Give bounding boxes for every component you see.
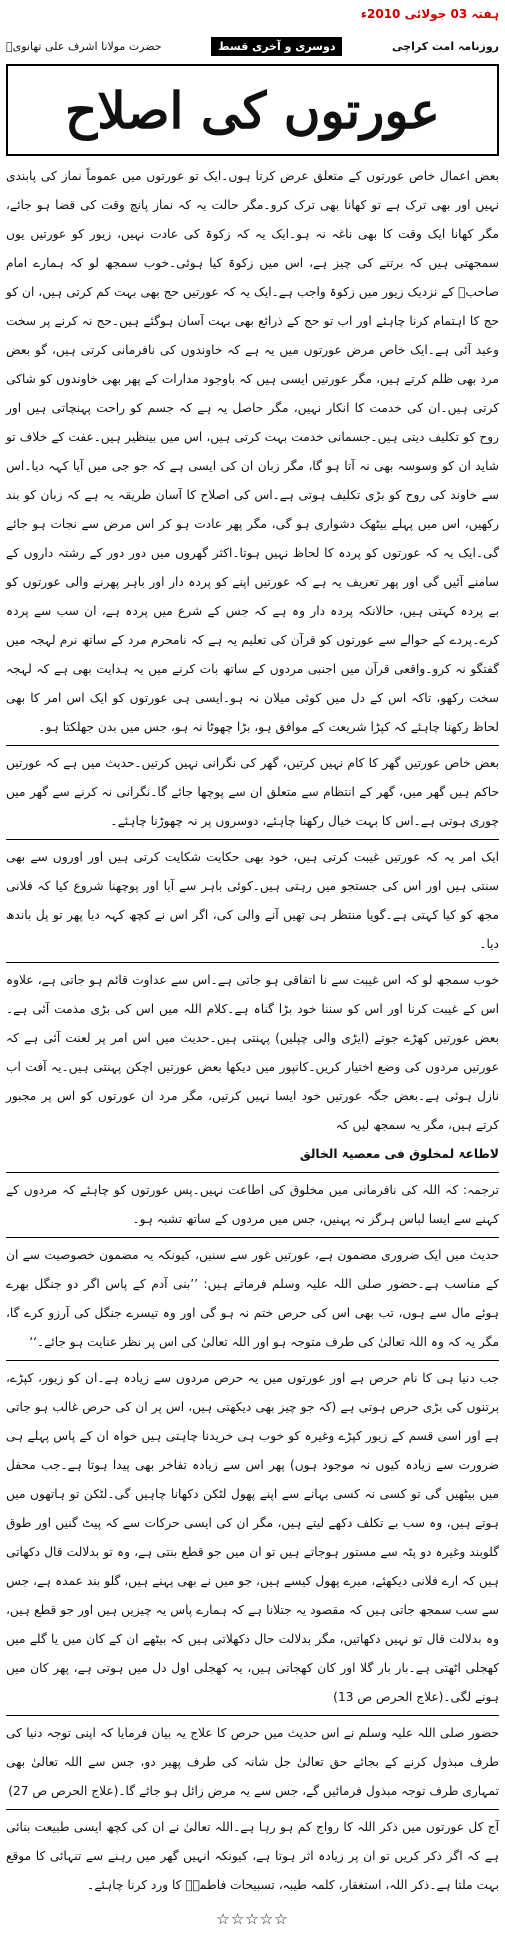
paragraph-translation: ترجمہ: کہ اللہ کی نافرمانی میں مخلوق کی اطاعت نہیں۔پس عورتوں کو چاہئے کہ مردوں کے کہنے سے ایسا لباس ہرگز نہ پہنیں، جس میں مردوں کے ساتھ تشبہ ہو۔ — [6, 1183, 499, 1226]
divider-rule — [6, 839, 499, 840]
article-body — [6, 162, 499, 1934]
divider-rule — [6, 962, 499, 963]
end-stars: ☆☆☆☆☆ — [216, 1910, 289, 1928]
divider-rule — [6, 1237, 499, 1238]
divider-rule — [6, 1172, 499, 1173]
newspaper-name: روزنامہ امت کراچی — [392, 39, 499, 53]
divider-rule — [6, 1809, 499, 1810]
divider-rule — [6, 1360, 499, 1361]
paragraph-hadith: حدیث میں ایک ضروری مضمون ہے، عورتیں غور سے سنیں، کیونکہ یہ مضمون خصوصیت سے ان کے مناسب ہے۔حضور صلی اللہ علیہ وسلم فرماتے ہیں: ’’بنی آدم کے پاس اگر دو جنگل بھرے ہوئے مال سے ہوں، تب بھی اس کی حرص ختم نہ ہو گی اور وہ تیسرے جنگل کی آرزو کرے گا، مگر یہ کہ وہ اللہ تعالیٰ کی طرف متوجہ ہو اور اللہ تعالیٰ کی اس پر نظر عنایت ہو جائے۔‘‘ — [6, 1248, 499, 1349]
arabic-quote: لاطاعۃ لمخلوق فی معصیۃ الخالق — [299, 1147, 499, 1161]
paragraph-remedy: حضور صلی اللہ علیہ وسلم نے اس حدیث میں حرص کا علاج یہ بیان فرمایا کہ اپنی توجہ دنیا کی طرف مبذول کرنے کے بجائے حق تعالیٰ جل شانہ کی طرف پھیر دو، جس سے اللہ تعالیٰ بھی تمہاری طرف توجہ مبذول فرمائیں گے، جس سے یہ مرض زائل ہو جائے گا۔(علاج الحرص ص 27) — [6, 1726, 499, 1798]
paragraph-zikr: آج کل عورتوں میں ذکر اللہ کا رواج کم ہو رہا ہے۔اللہ تعالیٰ نے ان کی کچھ ایسی طبیعت بنائی ہے کہ اگر ذکر کریں تو ان پر زیادہ اثر ہوتا ہے، کیونکہ انہیں گھر میں رہنے سے تنہائی کا موقع بہت ملتا ہے۔ذکر اللہ، استغفار، کلمہ طیبہ، تسبیحات فاطمہؓ کا ورد کرنا چاہئے۔ — [6, 1820, 499, 1892]
divider-rule — [6, 1715, 499, 1716]
top-bar — [6, 0, 499, 28]
meta-row — [6, 28, 499, 64]
paragraph-1: بعض اعمال خاص عورتوں کے متعلق عرض کرتا ہوں۔ایک تو عورتوں میں عموماً نماز کی پابندی نہیں اور بھی ترک ہے تو کھانا بھی ترک کرو۔مگر حالت یہ کہ نماز پانچ وقت کی قضا ہو جائے، مگر کھانا ایک وقت کا بھی ناغہ نہ ہو۔ایک یہ کہ زکوۃ کی عادت نہیں، زیور کو عورتیں یوں سمجھتی ہیں کہ برتنے کی چیز ہے، اس میں زکوۃ کیا ہوئی۔خوب سمجھ لو کہ ہمارے امام صاحبؒ کے نزدیک زیور میں زکوۃ واجب ہے۔ایک یہ کہ عورتیں حج بھی بہت کم کرتی ہیں، ان کو حج کا اہتمام کرنا چاہئے اور اب تو حج کے ذرائع بھی بہت آسان ہوگئے ہیں۔حج نہ کرنے پر سخت وعید آئی ہے۔ایک خاص مرض عورتوں میں یہ ہے کہ خاوندوں کی نافرمانی کرتی ہیں، گو بعض مرد بھی ظلم کرتے ہیں، مگر عورتیں ایسی ہیں کہ باوجود مدارات کے پھر بھی خاوندوں کو شاکی کرتی ہیں۔ان کی خدمت کا انکار نہیں، مگر حاصل یہ ہے کہ جسم کو راحت پہنچاتی ہیں اور روح کو تکلیف دیتی ہیں۔جسمانی خدمت بہت کرتی ہیں، اس میں بینظیر ہیں۔عفت کے خلاف تو شاید ان کو وسوسہ بھی نہ آتا ہو گا، مگر زبان ان کی ایسی ہے کہ جو جی میں آیا کہہ دیا۔اس سے خاوند کی روح کو بڑی تکلیف ہوتی ہے۔اس کی اصلاح کا آسان طریقہ یہ ہے کہ زبان کو بند رکھیں، اس میں پہلے بیٹھک دشواری ہو گی، مگر پھر عادت ہو کر اس مرض سے نجات ہو جائے گی۔ایک یہ کہ عورتوں کو پردہ کا لحاظ نہیں ہوتا۔اکثر گھروں میں دور دور کے رشتہ داروں کے سامنے آئیں گی اور پھر تعریف یہ ہے کہ عورتیں اپنے کو پردہ دار اور باہر پھرنے والی عورتوں کو بے پردہ کہتی ہیں، حالانکہ پردہ دار وہ ہے کہ جس کے شرع میں پردہ ہے، ان سب سے پردہ کرے۔پردے کے حوالے سے عورتوں کو قرآن کی تعلیم یہ ہے کہ نامحرم مرد کے ساتھ نرم لہجہ میں گفتگو نہ کرو۔واقعی قرآن میں اجنبی مردوں کے ساتھ بات کرنے میں یہ ہدایت بھی ہے کہ لہجہ سخت رکھو، تاکہ اس کے دل میں کوئی میلان نہ ہو۔ایسی ہی عورتوں کو ایک اس امر کا بھی لحاظ رکھنا چاہئے کہ کپڑا شریعت کے موافق ہو، بڑا چھوٹا نہ ہو، جس میں بدن جھلکتا ہو۔ — [6, 169, 499, 734]
paragraph-3: ایک امر یہ کہ عورتیں غیبت کرتی ہیں، خود بھی حکایت شکایت کرتی ہیں اور اوروں سے بھی سنتی ہیں اور اس کی جستجو میں رہتی ہیں۔کوئی باہر سے آیا اور پوچھنا شروع کیا کہ فلانی مجھ کو کیا کہتی ہے۔گویا منتظر ہی تھیں آنے والی کی، اگر اس نے کچھ کہہ دیا پھر تو پل باندھ دیا۔ — [6, 850, 499, 951]
publication-date: ہفتہ 03 جولائی 2010ء — [360, 7, 499, 21]
article-title: عورتوں کی اصلاح — [64, 80, 441, 140]
divider-rule — [6, 745, 499, 746]
author-name: حضرت مولانا اشرف علی تھانویؒ — [6, 39, 162, 53]
paragraph-4: خوب سمجھ لو کہ اس غیبت سے نا اتفاقی ہو جاتی ہے۔اس سے عداوت قائم ہو جاتی ہے، علاوہ اس کے غیبت کرنا اور اس کو سننا خود بڑا گناہ ہے۔کلام اللہ میں اس کی بڑی مذمت آئی ہے۔بعض عورتیں کھڑے جوتے (ایڑی والی چپلیں) پہنتی ہیں۔حدیث میں اس امر پر لعنت آئی ہے کہ عورتیں مردوں کی وضع اختیار کریں۔کانپور میں دیکھا بعض عورتیں اچکن پہنتی ہیں۔یہ آفت اب نازل ہوئی ہے۔بعض جگہ عورتیں خود ایسا نہیں کرتیں، مگر مرد ان عورتوں کو اس پر مجبور کرتے ہیں، مگر یہ سمجھ لیں کہ — [6, 973, 499, 1132]
article-masthead — [6, 64, 499, 156]
episode-badge: دوسری و آخری قسط — [211, 37, 342, 56]
paragraph-2: بعض خاص عورتیں گھر کا کام نہیں کرتیں، گھر کی نگرانی نہیں کرتیں۔حدیث میں ہے کہ عورتیں حاکم ہیں گھر میں، گھر کے انتظام سے متعلق ان سے پوچھا جائے گا۔نگرانی نہ کرنے سے گھر میں چوری ہوتی ہے۔اس کا بہت خیال رکھنا چاہئے، دوسروں پر نہ چھوڑنا چاہئے۔ — [6, 756, 499, 828]
paragraph-greed: جب دنیا ہی کا نام حرص ہے اور عورتوں میں یہ حرص مردوں سے زیادہ ہے۔ان کو زیور، کپڑے، برتنوں کی بڑی حرص ہوتی ہے (کہ جو چیز بھی دیکھتی ہیں، اس پر ان کی حرص غالب ہو جاتی ہے اور اسی قسم کے زیور کپڑے وغیرہ کو خوب ہی خریدنا چاہتی ہیں خواہ ان کے پاس پہلے ہی ضرورت سے زیادہ کیوں نہ موجود ہوں) پھر اس سے زیادہ تفاخر بھی پیدا ہوتا ہے۔جب محفل میں بیٹھیں گی تو کسی نہ کسی بہانے سے اپنے پھول لٹکن دکھانا چاہیں گی۔لٹکن تو ہاتھوں میں ہوتے ہیں، وہ سب بے تکلف دکھے لیتے ہیں، مگر ان کی ایسی حرکات سے کہ پیٹ گنیں اور طوق گلوبند وغیرہ دو پٹہ سے مستور ہوجاتے ہیں تو ان میں جو قطع بنتی ہے، وہ تو بدلالت قال دکھاتی ہیں کہ ارے فلانی دیکھئے، میرے پھول کیسے ہیں، جو میں نے بھی پہنے ہیں، گلو بند عمدہ ہے، جس سے سب سمجھ جاتی ہیں کہ مقصود یہ جتلانا ہے کہ ہمارے پاس یہ چیزیں ہیں اور جو قطع ہیں، وہ بدلالت قال تو نہیں دکھاتیں، مگر بدلالت حال دکھلاتی ہیں کہ بیٹھے ان کے کان میں یا گلے میں کھجلی اٹھتی ہے۔بار بار گلا اور کان کھجاتی ہیں، یہ کھجلی اول دل میں ہوتی ہے، پھر کان میں ہونے لگی۔(علاج الحرص ص 13) — [6, 1371, 499, 1704]
